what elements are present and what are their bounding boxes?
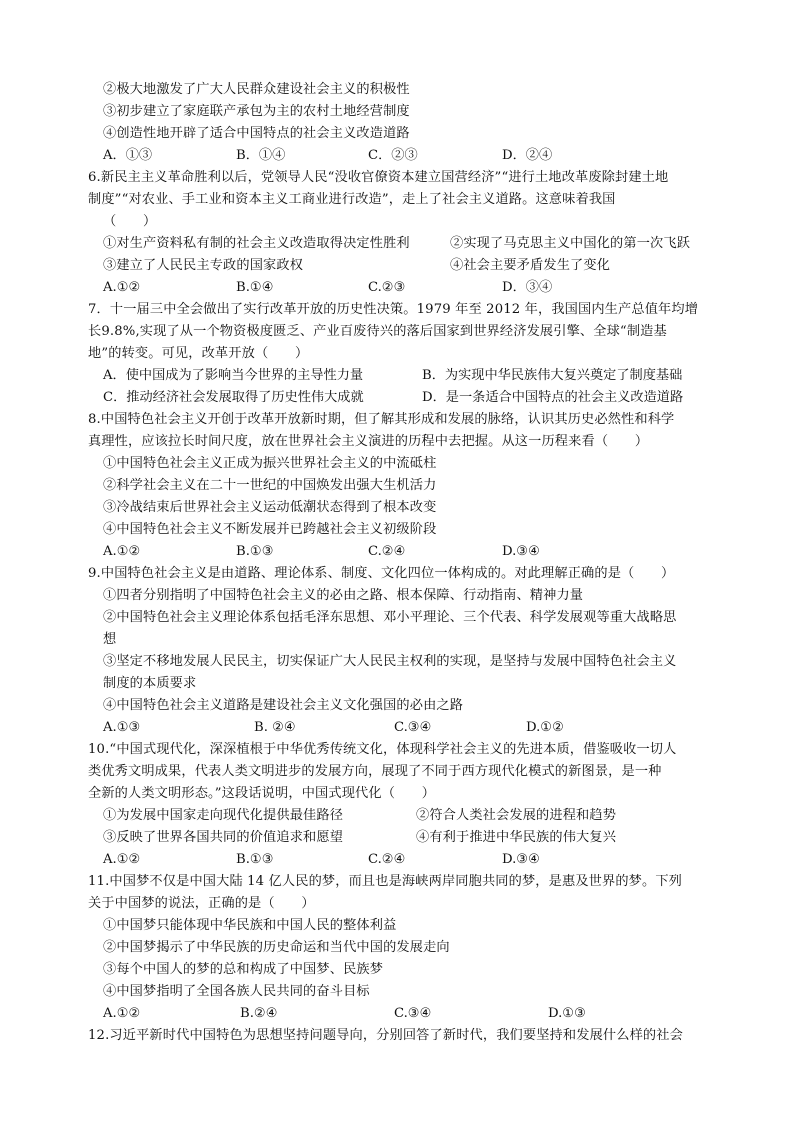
q6-stem-2: 制度”“对农业、手工业和资本主义工商业进行改造”，走上了社会主义道路。这意味着我国 [88,192,616,207]
q9-item-2: ②中国特色社会主义理论体系包括毛泽东思想、邓小平理论、三个代表、科学发展观等重大战略思 [103,610,677,625]
q9-item-4: ④中国特色社会主义道路是建设社会主义文化强国的必由之路 [103,698,464,713]
q10-option-a: A.①② [103,852,141,867]
q8-stem-2: 真理性，应该拉长时间尺度，放在世界社会主义演进的历程中去把握。从这一历程来看（ ） [88,434,649,449]
q9-option-c: C.③④ [394,720,432,735]
q9-item-3-cont: 制度的本质要求 [103,676,197,691]
q6-item-1: ①对生产资料私有制的社会主义改造取得决定性胜利 [103,236,410,251]
q6-option-b: B.①④ [236,280,274,295]
q6-item-3: ③建立了人民民主专政的国家政权 [103,258,304,273]
q7-option-c: C．推动经济社会发展取得了历史性伟大成就 [103,390,364,405]
q10-item-4: ④有利于推进中华民族的伟大复兴 [416,830,617,845]
q7-option-d: D．是一条适合中国特点的社会主义改造道路 [422,390,684,405]
q10-option-b: B.①③ [236,852,274,867]
q7-stem-3: 地”的转变。可见，改革开放（ ） [88,346,309,361]
q8-item-2: ②科学社会主义在二十一世纪的中国焕发出强大生机活力 [103,478,437,493]
q8-stem-1: 8.中国特色社会主义开创于改革开放新时期，但了解其形成和发展的脉络，认识其历史必然性和科学 [88,412,675,427]
q10-option-c: C.②④ [368,852,406,867]
q5-option-d: D．②④ [502,148,553,163]
q10-item-1: ①为发展中国家走向现代化提供最佳路径 [103,808,344,823]
q8-option-b: B.①③ [236,544,274,559]
q5-option-a: A．①③ [103,148,153,163]
q11-item-1: ①中国梦只能体现中华民族和中国人民的整体利益 [103,918,397,933]
q5-option-c: C．②③ [368,148,418,163]
q11-option-c: C.③④ [394,1006,432,1021]
q8-item-3: ③冷战结束后世界社会主义运动低潮状态得到了根本改变 [103,500,437,515]
q11-item-3: ③每个中国人的梦的总和构成了中国梦、民族梦 [103,962,384,977]
q5-item-2: ②极大地激发了广大人民群众建设社会主义的积极性 [103,82,410,97]
q10-option-d: D.③④ [502,852,540,867]
q5-item-4: ④创造性地开辟了适合中国特点的社会主义改造道路 [103,126,410,141]
q6-stem-1: 6.新民主主义革命胜利以后，党领导人民“没收官僚资本建立国营经济”“进行土地改革废除封建土地 [88,170,669,185]
q11-stem-2: 关于中国梦的说法，正确的是（ ） [88,896,315,911]
q6-option-a: A.①② [103,280,141,295]
q11-option-d: D.①③ [548,1006,586,1021]
q8-item-1: ①中国特色社会主义正成为振兴世界社会主义的中流砥柱 [103,456,437,471]
q6-option-d: D．③④ [502,280,553,295]
q7-stem-2: 长9.8%,实现了从一个物资极度匮乏、产业百废待兴的落后国家到世界经济发展引擎、全球“制造基 [88,324,667,339]
q8-option-a: A.①② [103,544,141,559]
q6-stem-3: （ ） [103,214,157,229]
q6-item-4: ④社会主要矛盾发生了变化 [450,258,611,273]
q6-item-2: ②实现了马克思主义中国化的第一次飞跃 [450,236,691,251]
q8-option-c: C.②④ [368,544,406,559]
q11-item-4: ④中国梦指明了全国各族人民共同的奋斗目标 [103,984,370,999]
q8-option-d: D.③④ [502,544,540,559]
q9-option-d: D.①② [526,720,564,735]
q10-item-2: ②符合人类社会发展的进程和趋势 [416,808,617,823]
q5-item-3: ③初步建立了家庭联产承包为主的农村土地经营制度 [103,104,410,119]
q10-stem-3: 全新的人类文明形态。”这段话说明，中国式现代化（ ） [88,786,436,801]
q11-option-a: A.①② [103,1006,141,1021]
q9-item-3: ③坚定不移地发展人民民主，切实保证广大人民民主权利的实现，是坚持与发展中国特色社会主义 [103,654,677,669]
q11-item-2: ②中国梦揭示了中华民族的历史命运和当代中国的发展走向 [103,940,450,955]
q7-stem-1: 7．十一届三中全会做出了实行改革开放的历史性决策。1979 年至 2012 年，我国国内生产总值年均增 [88,302,699,317]
q7-option-a: A．使中国成为了影响当今世界的主导性力量 [103,368,364,383]
q10-stem-1: 10.“中国式现代化，深深植根于中华优秀传统文化，体现科学社会主义的先进本质，借鉴吸收一切人 [88,742,677,757]
q9-option-b: B. ②④ [254,720,296,735]
q9-item-1: ①四者分别指明了中国特色社会主义的必由之路、根本保障、行动指南、精神力量 [103,588,584,603]
q5-option-b: B．①④ [236,148,286,163]
q12-stem-1: 12.习近平新时代中国特色为思想坚持问题导向，分别回答了新时代，我们要坚持和发展什么样的社会 [88,1028,683,1043]
q9-stem-1: 9.中国特色社会主义是由道路、理论体系、制度、文化四位一体构成的。对此理解正确的是（ ） [88,566,675,581]
q10-stem-2: 类优秀文明成果，代表人类文明进步的发展方向，展现了不同于西方现代化模式的新图景，是一种 [88,764,662,779]
q11-option-b: B.②④ [240,1006,278,1021]
q7-option-b: B．为实现中华民族伟大复兴奠定了制度基础 [422,368,683,383]
q8-item-4: ④中国特色社会主义不断发展并已跨越社会主义初级阶段 [103,522,437,537]
q10-item-3: ③反映了世界各国共同的价值追求和愿望 [103,830,344,845]
q11-stem-1: 11.中国梦不仅是中国大陆 14 亿人民的梦，而且也是海峡两岸同胞共同的梦，是惠及世界的梦。下列 [88,874,683,889]
q6-option-c: C.②③ [368,280,406,295]
q9-option-a: A.①③ [103,720,141,735]
q9-item-2-cont: 想 [103,632,117,647]
